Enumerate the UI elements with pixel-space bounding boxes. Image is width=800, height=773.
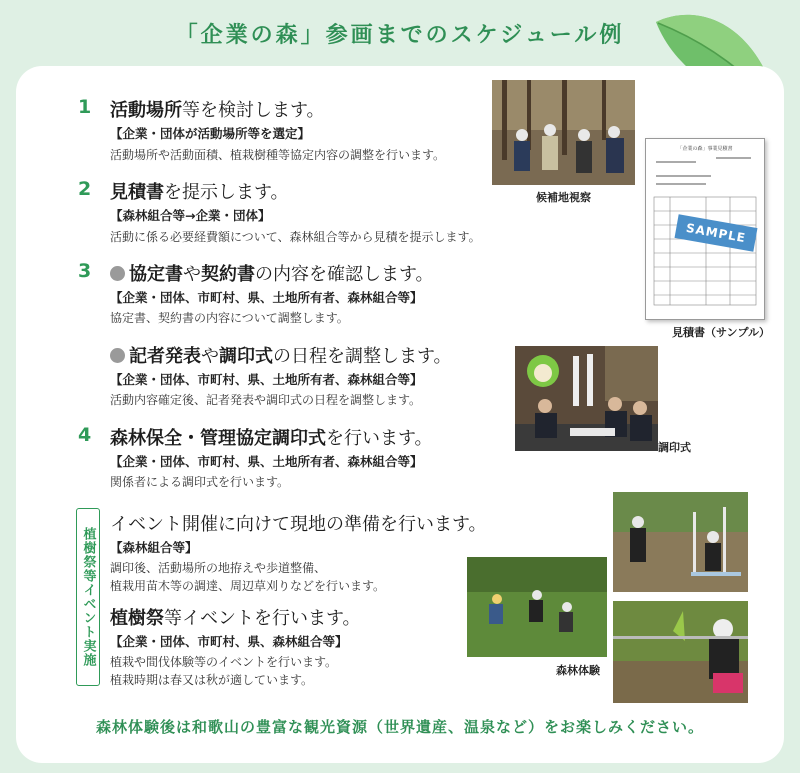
step-parties: 【企業・団体、市町村、県、土地所有者、森林組合等】 <box>110 290 423 305</box>
step-heading: 記者発表や調印式の日程を調整します。 <box>110 342 452 368</box>
forest-experience-photo-2 <box>467 557 607 657</box>
footer-message: 森林体験後は和歌山の豊富な観光資源（世界遺産、温泉など）をお楽しみください。 <box>95 718 704 736</box>
estimate-sample-document <box>645 138 765 320</box>
site-visit-caption: 候補地視察 <box>536 191 591 204</box>
forest-experience-photo-3 <box>613 601 748 703</box>
step-description: 活動に係る必要経費額について、森林組合等から見積を提示します。 <box>110 230 481 244</box>
step-heading: 協定書や契約書の内容を確認します。 <box>110 260 434 286</box>
event-prep-parties: 【森林組合等】 <box>110 540 198 555</box>
event-planting-description: 植栽や間伐体験等のイベントを行います。 <box>110 655 338 669</box>
estimate-doc-title: 「企業の森」事業見積書 <box>677 146 733 152</box>
step-number: 2 <box>78 178 92 200</box>
step-parties: 【企業・団体、市町村、県、土地所有者、森林組合等】 <box>110 372 423 387</box>
page-title: 「企業の森」参画までのスケジュール例 <box>175 23 625 48</box>
step-parties: 【企業・団体、市町村、県、土地所有者、森林組合等】 <box>110 454 423 469</box>
sample-stamp: SAMPLE <box>675 214 758 252</box>
bullet-icon <box>110 266 125 281</box>
step-parties: 【企業・団体が活動場所等を選定】 <box>110 126 311 141</box>
site-visit-photo <box>492 80 635 185</box>
step-heading: 見積書を提示します。 <box>110 182 289 203</box>
signing-caption: 調印式 <box>658 441 691 454</box>
estimate-caption: 見積書（サンプル） <box>672 326 771 339</box>
event-planting-description: 植栽時期は春又は秋が適しています。 <box>110 673 314 687</box>
step-heading: 活動場所等を検討します。 <box>110 100 325 121</box>
step-description: 活動内容確定後、記者発表や調印式の日程を調整します。 <box>110 393 422 407</box>
forest-experience-caption: 森林体験 <box>556 664 600 677</box>
step-description: 協定書、契約書の内容について調整します。 <box>110 311 349 325</box>
step-description: 活動場所や活動面積、植栽樹種等協定内容の調整を行います。 <box>110 148 446 162</box>
step-number: 3 <box>78 260 92 282</box>
step-number: 1 <box>78 96 92 118</box>
event-side-label-box <box>76 508 100 686</box>
bullet-icon <box>110 348 125 363</box>
event-prep-heading: イベント開催に向けて現地の準備を行います。 <box>110 514 487 535</box>
step-description: 関係者による調印式を行います。 <box>110 475 290 489</box>
event-side-label: 植樹祭等イベント実施 <box>80 527 96 667</box>
event-prep-description: 植栽用苗木等の調達、周辺草刈りなどを行います。 <box>110 579 386 593</box>
event-planting-parties: 【企業・団体、市町村、県、森林組合等】 <box>110 634 348 649</box>
step-parties: 【森林組合等→企業・団体】 <box>110 208 271 223</box>
event-prep-description: 調印後、活動場所の地拵えや歩道整備、 <box>110 561 327 575</box>
step-heading: 森林保全・管理協定調印式を行います。 <box>110 428 433 449</box>
event-planting-heading: 植樹祭等イベントを行います。 <box>110 608 361 629</box>
step-number: 4 <box>78 424 92 446</box>
signing-ceremony-photo <box>515 346 658 451</box>
forest-experience-photo-1 <box>613 492 748 592</box>
